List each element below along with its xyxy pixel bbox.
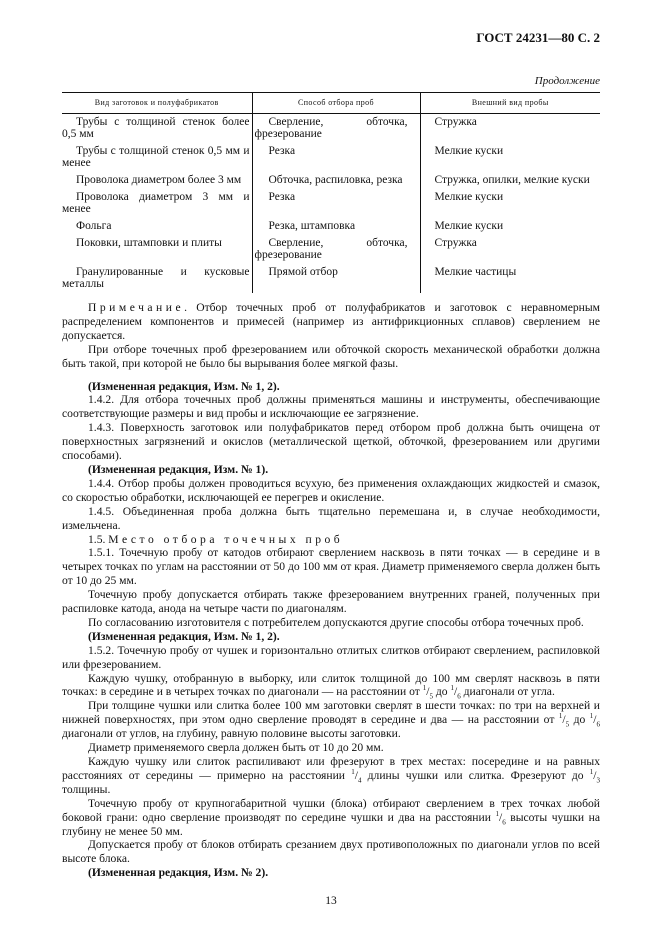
paragraph (62, 343, 600, 371)
fraction (450, 684, 461, 701)
table-cell: Сверление, обточка, фрезерование (252, 114, 420, 144)
table-row (62, 143, 600, 172)
text: При толщине чушки или слитка более 100 мм заготовки сверлят в шести точках: по три на верхней и нижней поверхностях, при этом одно сверление проводят в середине и два — на расстоянии от (62, 699, 600, 727)
table-cell: Стружка (420, 114, 600, 144)
fraction-numerator: 1 (495, 809, 499, 818)
table-cell: Обточка, распиловка, резка (252, 172, 420, 189)
amendment-note (62, 380, 600, 394)
text: до (432, 685, 451, 699)
text: . Отбор точечных проб от полуфабрикатов и заготовок с неравномерным распределением компонентов и примесей (например из антифрикционных сплавов) сверлением не допускается. (62, 301, 600, 342)
fraction-slash: / (354, 768, 358, 782)
text: 1.5.1. Точечную пробу от катодов отбирают сверлением насквозь в пяти точках — в середине и в четырех точках по углам на расстоянии от 50 до 100 мм от края. Диаметр применяемого сверла должен быть от 10 до 25 мм. (62, 546, 600, 588)
text: Допускается пробу от блоков отбирать срезанием двух противоположных по диагонали углов по всей высоте блока. (62, 838, 600, 866)
table-row (62, 264, 600, 293)
fraction-numerator: 1 (450, 684, 454, 693)
text: толщины. (62, 782, 111, 796)
table-cell: Фольга (76, 220, 112, 232)
table-cell: Мелкие частицы (420, 264, 600, 293)
text: 1.4.5. Объединенная проба должна быть тщательно перемешана и, в случае необходимости, измельчена. (62, 504, 600, 532)
paragraph (62, 616, 600, 630)
text: до (569, 713, 590, 727)
fraction-numerator: 1 (422, 684, 427, 693)
spaced-heading: Место отбора точечных проб (108, 532, 344, 546)
paragraph (62, 421, 600, 463)
document-body (62, 301, 600, 880)
fraction-slash: / (593, 768, 597, 782)
fraction (495, 811, 505, 824)
table-cell: Трубы с толщиной стенок 0,5 мм и менее (62, 145, 250, 169)
paragraph (62, 741, 600, 755)
table-cell: Резка, штамповка (252, 218, 420, 235)
paragraph (62, 755, 600, 797)
sampling-methods-table (62, 92, 600, 293)
paragraph (62, 393, 600, 421)
column-header: Внешний вид пробы (420, 93, 600, 114)
table-cell: Резка (252, 189, 420, 218)
text: (Измененная редакция, Изм. № 1, 2). (88, 629, 280, 643)
paragraph (62, 797, 600, 839)
table-cell: Гранулированные и кусковые металлы (62, 266, 250, 290)
fraction-denominator: 4 (357, 776, 362, 785)
text: (Измененная редакция, Изм. № 1). (88, 462, 269, 476)
fraction-slash: / (498, 810, 503, 824)
spaced-heading: Примечание (88, 301, 185, 314)
table-cell: Трубы с толщиной стенок более 0,5 мм (62, 116, 250, 140)
fraction (351, 768, 362, 785)
text: 1.5.2. Точечную пробу от чушек и горизонтально отлитых слитков отбирают сверлением, распиловкой или фрезерованием. (62, 643, 600, 671)
text: 1.5. (88, 532, 109, 546)
paragraph (62, 838, 600, 866)
fraction (589, 768, 600, 785)
fraction-denominator: 6 (502, 817, 506, 826)
table-cell: Мелкие куски (420, 218, 600, 235)
text: (Измененная редакция, Изм. № 2). (88, 866, 269, 880)
text: Диаметр применяемого сверла должен быть от 10 до 20 мм. (88, 741, 384, 755)
fraction-numerator: 1 (589, 768, 594, 777)
paragraph (62, 588, 600, 616)
table-row (62, 172, 600, 189)
text: диагонали от углов, на глубину, равную половине высоты заготовки. (62, 727, 401, 741)
table-cell: Поковки, штамповки и плиты (76, 237, 222, 249)
paragraph (62, 546, 600, 588)
paragraph (62, 505, 600, 533)
table-cell: Прямой отбор (252, 264, 420, 293)
text: 1.4.2. Для отбора точечных проб должны применяться машины и инструменты, обеспечивающие соответствующие размеры и вид пробы и исключающие ее загрязнение. (62, 393, 600, 421)
text: диагонали от угла. (460, 685, 555, 699)
text: Каждую чушку, отобранную в выборку, или слиток толщиной до 100 мм сверлят насквозь в пяти точках: в середине и в четырех точках по диагонали — на расстоянии от (62, 671, 600, 699)
column-header: Способ отбора проб (252, 93, 420, 114)
fraction-denominator: 6 (596, 720, 600, 729)
amendment-note (62, 463, 600, 477)
table-cell: Стружка, опилки, мелкие куски (420, 172, 600, 189)
fraction-numerator: 1 (558, 712, 563, 721)
text: При отборе точечных проб фрезерованием или обточкой скорость механической обработки должна быть такой, при которой не было бы вырывания более мягкой фазы. (62, 342, 600, 370)
table-cell: Проволока диаметром 3 мм и менее (62, 191, 250, 215)
fraction (558, 712, 570, 729)
fraction (589, 712, 600, 729)
table-cell: Стружка (420, 235, 600, 264)
table-row (62, 218, 600, 235)
amendment-note (62, 630, 600, 644)
paragraph (62, 533, 600, 547)
text: По согласованию изготовителя с потребителем допускаются другие способы отбора точечных проб. (88, 615, 584, 629)
table-header-row (62, 93, 600, 114)
table-row (62, 235, 600, 264)
text: 1.4.4. Отбор пробы должен проводиться всухую, без применения охлаждающих жидкостей и смазок, со скоростью обработки, исключающей ее перегрев и окисление. (62, 476, 600, 504)
text: высоты чушки на глубину не менее 50 мм. (62, 810, 600, 838)
fraction-slash: / (453, 685, 458, 699)
paragraph (62, 699, 600, 741)
paragraph (62, 477, 600, 505)
paragraph (62, 644, 600, 672)
column-header: Вид заготовок и полуфабрикатов (62, 93, 252, 114)
fraction-denominator: 6 (457, 692, 461, 701)
page-number: 13 (325, 895, 337, 908)
fraction-numerator: 1 (351, 768, 355, 777)
fraction-slash: / (562, 713, 566, 727)
fraction-slash: / (426, 685, 430, 699)
paragraph (62, 672, 600, 700)
table-row (62, 114, 600, 144)
fraction-denominator: 5 (565, 720, 570, 729)
table-cell: Проволока диаметром более 3 мм (76, 174, 242, 186)
text: (Измененная редакция, Изм. № 1, 2). (88, 379, 280, 393)
text: Каждую чушку или слиток распиливают или фрезеруют в трех местах: посередине и на равных расстояниях от середины — примерно на расстоянии (62, 755, 600, 782)
table-cell: Сверление, обточка, фрезерование (252, 235, 420, 264)
fraction-denominator: 5 (429, 692, 433, 701)
text: Точечную пробу от крупногабаритной чушки (блока) отбирают сверлением в трех точках любой боковой грани: одно сверление производят по середине чушки и два на расстоянии (62, 796, 600, 824)
table-cell: Мелкие куски (420, 189, 600, 218)
text: длины чушки или слитка. Фрезеруют до (361, 768, 590, 782)
amendment-note (62, 866, 600, 880)
fraction (422, 684, 433, 701)
document-header: ГОСТ 24231—80 С. 2 (476, 30, 600, 45)
fraction-numerator: 1 (589, 712, 594, 721)
paragraph (62, 301, 600, 343)
text: Точечную пробу допускается отбирать также фрезерованием внутренних граней, полученных при распиловке катода, анода на четыре части по диагоналям. (62, 588, 600, 616)
table-continuation-label: Продолжение (534, 75, 600, 87)
table-row (62, 189, 600, 218)
fraction-slash: / (593, 713, 597, 727)
table-cell: Мелкие куски (420, 143, 600, 172)
table-cell: Резка (252, 143, 420, 172)
fraction-denominator: 3 (596, 776, 600, 785)
text: 1.4.3. Поверхность заготовок или полуфабрикатов перед отбором проб должна быть очищена от поверхностных загрязнений и окислов (металлической щеткой, обточкой, фрезерованием или другими способами). (62, 421, 600, 463)
